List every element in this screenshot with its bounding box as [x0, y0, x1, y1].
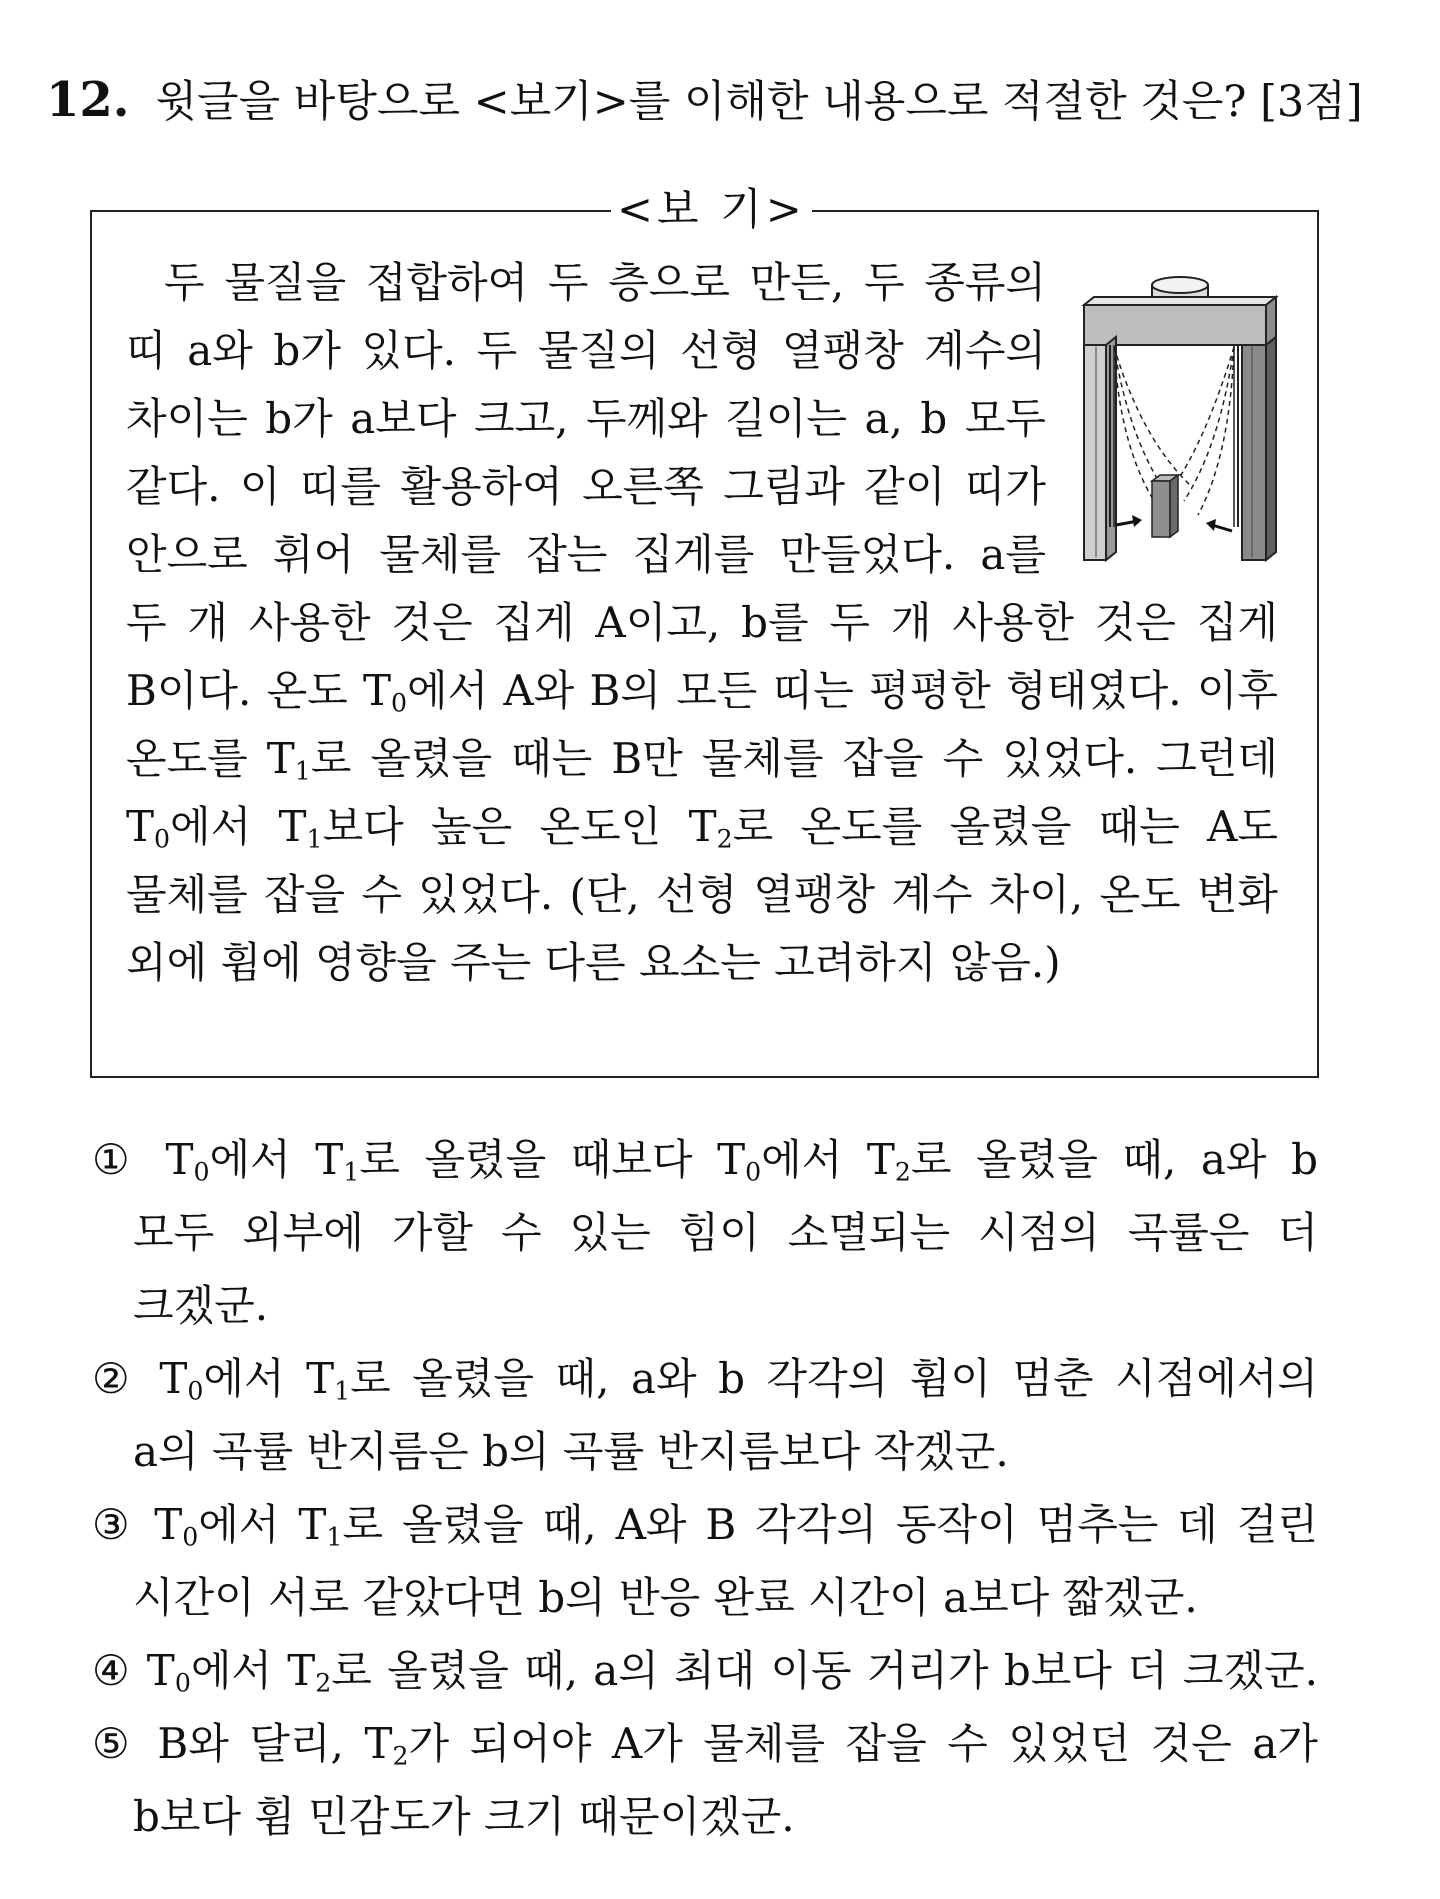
option-1-line-3: 크겠군. [133, 1281, 269, 1330]
bogi-line-11: 외에 휨에 영향을 주는 다른 요소는 고려하지 않음.) [126, 938, 1061, 987]
bogi-line-6: 두 개 사용한 것은 집게 A이고, b를 두 개 사용한 것은 집게 [126, 598, 1278, 647]
bogi-line-10: 물체를 잡을 수 있었다. (단, 선형 열팽창 계수 차이, 온도 변화 [126, 870, 1278, 919]
option-marker: ③ [92, 1500, 136, 1549]
option-4-line-1[interactable]: ④ $T_0$에서 $T_2$로 올렸을 때, a의 최대 이동 거리가 b보다 더 크겠군. [92, 1646, 1318, 1698]
option-1-line-2: 모두 외부에 가할 수 있는 힘이 소멸되는 시점의 곡률은 더 [133, 1208, 1318, 1257]
bogi-line-4: 같다. 이 띠를 활용하여 오른쪽 그림과 같이 띠가 [126, 462, 1046, 511]
option-marker: ② [92, 1354, 138, 1403]
bogi-line-9: $T_0$에서 $T_1$보다 높은 온도인 $T_2$로 온도를 올렸을 때는 A도 [126, 802, 1278, 854]
bogi-label: <보 기> [611, 186, 812, 234]
bogi-line-8: 온도를 $T_1$로 올렸을 때는 B만 물체를 잡을 수 있었다. 그런데 [126, 734, 1278, 786]
bogi-line-2: 띠 a와 b가 있다. 두 물질의 선형 열팽창 계수의 [126, 326, 1046, 375]
option-5-line-1[interactable]: ⑤ B와 달리, $T_2$가 되어야 A가 물체를 잡을 수 있었던 것은 a가 [92, 1719, 1319, 1771]
question-prompt: 윗글을 바탕으로 <보기>를 이해한 내용으로 적절한 것은? [3점] [155, 77, 1363, 127]
clamp-figure [1080, 275, 1280, 570]
bogi-line-5: 안으로 휘어 물체를 잡는 집게를 만들었다. a를 [126, 530, 1046, 579]
bogi-line-3: 차이는 b가 a보다 크고, 두께와 길이는 a, b 모두 [126, 394, 1046, 443]
option-marker: ④ [92, 1646, 132, 1695]
question-number: 12. [46, 72, 130, 128]
option-2-line-1[interactable]: ② $T_0$에서 $T_1$로 올렸을 때, a와 b 각각의 휨이 멈춘 시점에서의 [92, 1354, 1318, 1406]
question-title [46, 70, 1406, 132]
option-marker: ① [92, 1135, 141, 1184]
option-3-line-2: 시간이 서로 같았다면 b의 반응 완료 시간이 a보다 짧겠군. [133, 1573, 1198, 1622]
option-marker: ⑤ [92, 1719, 137, 1768]
bogi-line-7: B이다. 온도 $T_0$에서 A와 B의 모든 띠는 평평한 형태였다. 이후 [126, 666, 1278, 718]
option-2-line-2: a의 곡률 반지름은 b의 곡률 반지름보다 작겠군. [133, 1427, 1009, 1476]
option-3-line-1[interactable]: ③ $T_0$에서 $T_1$로 올렸을 때, A와 B 각각의 동작이 멈추는 데 걸린 [92, 1500, 1318, 1552]
option-5-line-2: b보다 휨 민감도가 크기 때문이겠군. [133, 1792, 795, 1841]
option-1-line-1[interactable]: ① $T_0$에서 $T_1$로 올렸을 때보다 $T_0$에서 $T_2$로 올렸을 때, a와 b [92, 1135, 1318, 1187]
bogi-line-1: 두 물질을 접합하여 두 층으로 만든, 두 종류의 [164, 258, 1046, 307]
